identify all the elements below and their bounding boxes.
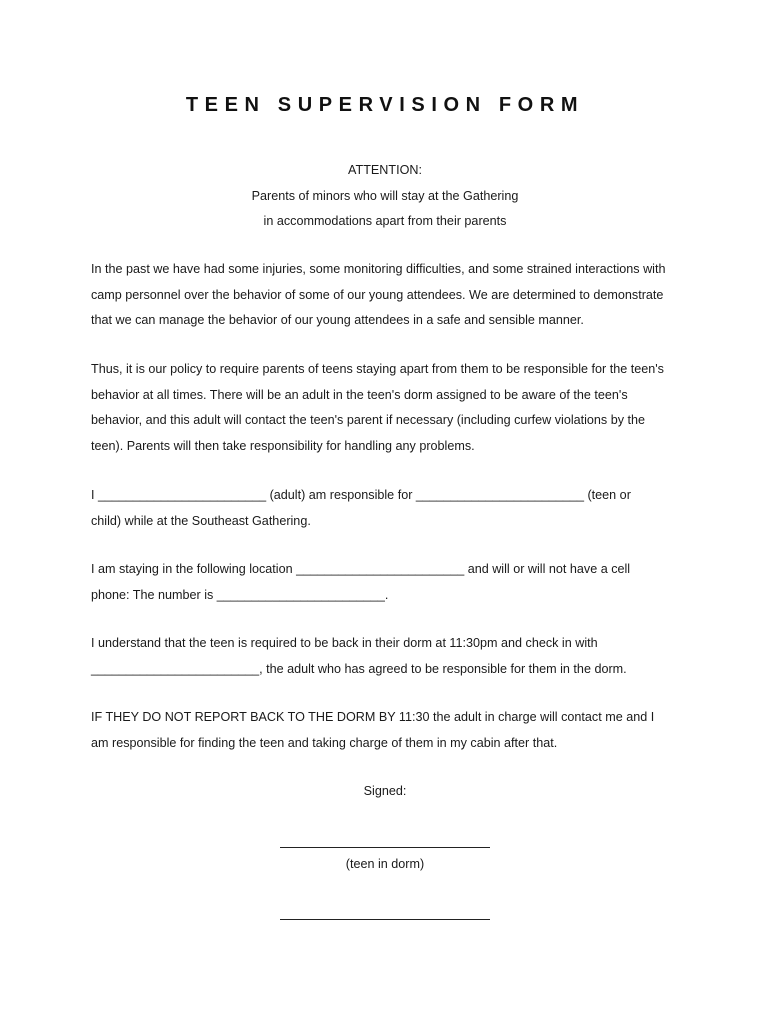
text-line: teen). Parents will then take responsibility for handling any problems. (91, 438, 475, 453)
text-line: camp personnel over the behavior of some of our young attendees. We are determined to demonstrate (91, 287, 664, 302)
signature-caption-teen: (teen in dorm) (345, 857, 425, 871)
attention-line-2: in accommodations apart from their parents (263, 214, 507, 228)
text-line: I ________________________ (adult) am responsible for ________________________ (teen or (91, 488, 631, 502)
text-line: am responsible for finding the teen and taking charge of them in my cabin after that. (91, 735, 558, 750)
text-line: ________________________, the adult who has agreed to be responsible for them in the dorm. (91, 661, 627, 676)
paragraph-location (91, 557, 691, 608)
form-title: TEEN SUPERVISION FORM (185, 94, 585, 116)
text-line: IF THEY DO NOT REPORT BACK TO THE DORM BY 11:30 the adult in charge will contact me and I (91, 710, 655, 724)
text-line: I am staying in the following location ________________________ and will or will not have a cell (91, 562, 631, 576)
text-line: Thus, it is our policy to require parents of teens staying apart from them to be responsible for the teen's (91, 362, 664, 376)
text-line: child) while at the Southeast Gathering. (91, 513, 311, 528)
paragraph-responsibility (91, 483, 691, 534)
paragraph-policy (91, 357, 691, 459)
text-line: In the past we have had some injuries, some monitoring difficulties, and some strained interactions with (91, 262, 666, 276)
text-line: that we can manage the behavior of our young attendees in a safe and sensible manner. (91, 313, 584, 327)
paragraph-background (91, 257, 691, 334)
signature-line-second[interactable] (280, 919, 490, 920)
attention-heading: ATTENTION: (348, 163, 422, 177)
paragraph-report-back (91, 705, 691, 756)
text-line: behavior at all times. There will be an adult in the teen's dorm assigned to be aware of the teen's (91, 387, 628, 402)
signature-line-teen[interactable] (280, 847, 490, 848)
text-line: phone: The number is ________________________. (91, 587, 389, 602)
text-line: behavior, and this adult will contact the teen's parent if necessary (including curfew violations by the (91, 413, 646, 427)
text-line: I understand that the teen is required to be back in their dorm at 11:30pm and check in with (91, 636, 598, 650)
signed-label: Signed: (363, 784, 407, 798)
attention-line-1: Parents of minors who will stay at the Gathering (251, 189, 519, 203)
paragraph-curfew (91, 631, 691, 682)
